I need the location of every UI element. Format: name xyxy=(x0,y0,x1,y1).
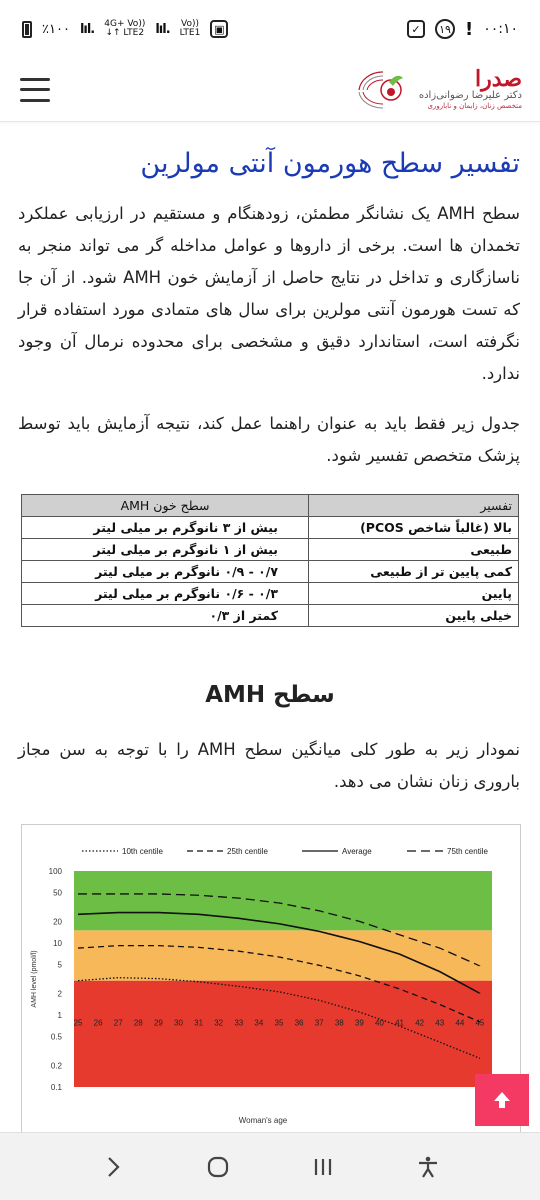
recents-icon xyxy=(311,1155,335,1179)
logo-subtitle: دکتر علیرضا رضوانی‌زاده xyxy=(418,90,522,101)
home-button[interactable] xyxy=(198,1147,238,1187)
status-left xyxy=(22,20,228,38)
amh-chart xyxy=(22,825,520,1132)
table-header-interpretation: تفسیر xyxy=(309,495,519,517)
accessibility-button[interactable] xyxy=(408,1147,448,1187)
x-tick-label: 34 xyxy=(254,1018,264,1028)
network-1-top: 4G+ Vo)) xyxy=(104,19,146,29)
table-cell-level: بیش از ۳ نانوگرم بر میلی لیتر xyxy=(22,517,309,539)
table-header-level: سطح خون AMH xyxy=(22,495,309,517)
x-axis-label: Woman's age xyxy=(238,1116,288,1125)
y-tick-label: 20 xyxy=(53,917,62,927)
x-tick-label: 41 xyxy=(395,1018,405,1028)
x-tick-label: 31 xyxy=(194,1018,204,1028)
network-indicator-2 xyxy=(180,20,201,38)
table-cell-level: ۰/۳ - ۰/۶ نانوگرم بر میلی لیتر xyxy=(22,583,309,605)
signal-icon: lıl. xyxy=(79,21,95,37)
section-heading-amh: سطح AMH xyxy=(205,682,335,708)
table-row xyxy=(22,583,519,605)
table-cell-interpretation: پایین xyxy=(309,583,519,605)
arrow-up-icon xyxy=(491,1089,513,1111)
status-right xyxy=(407,19,518,40)
logo-tagline: متخصص زنان، زایمان و ناباروری xyxy=(427,102,522,110)
y-tick-label: 100 xyxy=(48,867,62,876)
logo-text xyxy=(419,68,522,111)
table-row xyxy=(22,605,519,627)
amh-levels-table xyxy=(21,494,519,627)
site-logo[interactable] xyxy=(351,68,522,112)
paragraph-table-note: جدول زیر فقط باید به عنوان راهنما عمل کند، نتیجه آزمایش باید توسط پزشک متخصص تفسیر شود. xyxy=(18,414,520,465)
table-cell-interpretation: بالا (غالباً شاخص PCOS) xyxy=(309,517,519,539)
table-cell-interpretation: خیلی پایین xyxy=(309,605,519,627)
notification-count-badge: ۱۹ xyxy=(435,19,455,39)
table-cell-level: بیش از ۱ نانوگرم بر میلی لیتر xyxy=(22,539,309,561)
table-cell-interpretation: کمی پایین تر از طبیعی xyxy=(309,561,519,583)
checkbox-notification-icon: ✓ xyxy=(407,20,425,38)
legend-label: 75th centile xyxy=(447,847,488,856)
x-tick-label: 33 xyxy=(234,1018,244,1028)
x-tick-label: 25 xyxy=(73,1018,83,1028)
x-tick-label: 39 xyxy=(354,1018,364,1028)
x-tick-label: 40 xyxy=(375,1018,384,1028)
x-tick-label: 45 xyxy=(475,1018,485,1028)
table-row xyxy=(22,561,519,583)
table-header-row xyxy=(22,495,519,517)
x-tick-label: 38 xyxy=(334,1018,344,1028)
article-content xyxy=(0,122,540,1132)
x-tick-label: 30 xyxy=(174,1018,183,1028)
recents-button[interactable] xyxy=(303,1147,343,1187)
scroll-to-top-button[interactable] xyxy=(475,1074,529,1126)
table-cell-interpretation: طبیعی xyxy=(309,539,519,561)
x-tick-label: 37 xyxy=(314,1018,324,1028)
y-axis-label: AMH level (pmol/l) xyxy=(31,950,38,1008)
table-row xyxy=(22,517,519,539)
amh-table xyxy=(21,494,519,627)
legend-label: 10th centile xyxy=(122,847,163,856)
x-tick-label: 27 xyxy=(113,1018,123,1028)
y-tick-label: 5 xyxy=(57,960,62,970)
x-tick-label: 35 xyxy=(274,1018,284,1028)
x-tick-label: 42 xyxy=(415,1018,425,1028)
alert-icon: ! xyxy=(464,18,474,40)
system-nav-bar xyxy=(0,1132,540,1200)
signal-icon-2: lıl. xyxy=(155,21,170,37)
accessibility-icon xyxy=(416,1155,440,1179)
legend-label: Average xyxy=(342,847,372,856)
x-tick-label: 28 xyxy=(133,1018,143,1028)
y-tick-label: 0.1 xyxy=(50,1083,62,1092)
table-cell-level: کمتر از ۰/۳ xyxy=(22,605,309,627)
x-tick-label: 43 xyxy=(435,1018,445,1028)
x-tick-label: 29 xyxy=(153,1018,163,1028)
x-tick-label: 32 xyxy=(214,1018,224,1028)
logo-emblem-icon xyxy=(351,68,413,112)
chevron-icon xyxy=(103,1155,123,1179)
logo-title: صدرا xyxy=(475,66,522,92)
network-2-top: Vo)) xyxy=(181,19,199,29)
site-header xyxy=(0,58,540,122)
amh-chart-container xyxy=(21,824,521,1132)
home-circle-icon xyxy=(206,1155,230,1179)
table-cell-level: ۰/۷ - ۰/۹ نانوگرم بر میلی لیتر xyxy=(22,561,309,583)
clock: ۰۰:۱۰ xyxy=(483,21,518,37)
legend-label: 25th centile xyxy=(227,847,268,856)
paragraph-intro: سطح AMH یک نشانگر مطمئن، زودهنگام و مستقیم در ارزیابی عملکرد تخمدان ها است. برخی از داروها و عوامل مداخله گر می تواند منجر به ناسازگاری و تداخل در نتایج حاصل از آزمایش خون AMH شود. از آن جا که تست هورمون آنتی مولرین برای سال های متمادی مورد استفاده قرار نگرفته است، استاندارد دقیق و مشخصی برای محدوده نرمال آن وجود ندارد. xyxy=(18,204,520,383)
page-title: تفسیر سطح هورمون آنتی مولرین xyxy=(140,148,520,179)
back-button[interactable] xyxy=(93,1147,133,1187)
x-tick-label: 26 xyxy=(93,1018,103,1028)
status-bar xyxy=(0,0,540,58)
hamburger-menu-icon[interactable] xyxy=(20,78,50,102)
paragraph-chart-intro: نمودار زیر به طور کلی میانگین سطح AMH را با توجه به سن مجاز باروری زنان نشان می دهد. xyxy=(18,740,520,791)
y-tick-label: 0.5 xyxy=(50,1032,62,1042)
x-tick-label: 36 xyxy=(294,1018,304,1028)
battery-text: ٪۱۰۰ xyxy=(42,21,70,37)
y-tick-label: 1 xyxy=(57,1011,62,1020)
battery-icon xyxy=(22,21,32,38)
chart-band-2 xyxy=(74,871,492,930)
y-tick-label: 0.2 xyxy=(50,1061,62,1071)
network-1-bottom: ↓↑ LTE2 xyxy=(105,28,145,38)
y-tick-label: 50 xyxy=(53,888,62,898)
network-2-bottom: LTE1 xyxy=(179,28,201,38)
chart-band-0 xyxy=(74,981,492,1087)
table-row xyxy=(22,539,519,561)
y-tick-label: 2 xyxy=(57,989,62,999)
y-tick-label: 10 xyxy=(53,939,62,948)
screenshot-icon: ▣ xyxy=(210,20,228,38)
network-indicator-1 xyxy=(104,20,145,38)
chart-band-1 xyxy=(74,930,492,980)
x-tick-label: 44 xyxy=(455,1018,465,1028)
